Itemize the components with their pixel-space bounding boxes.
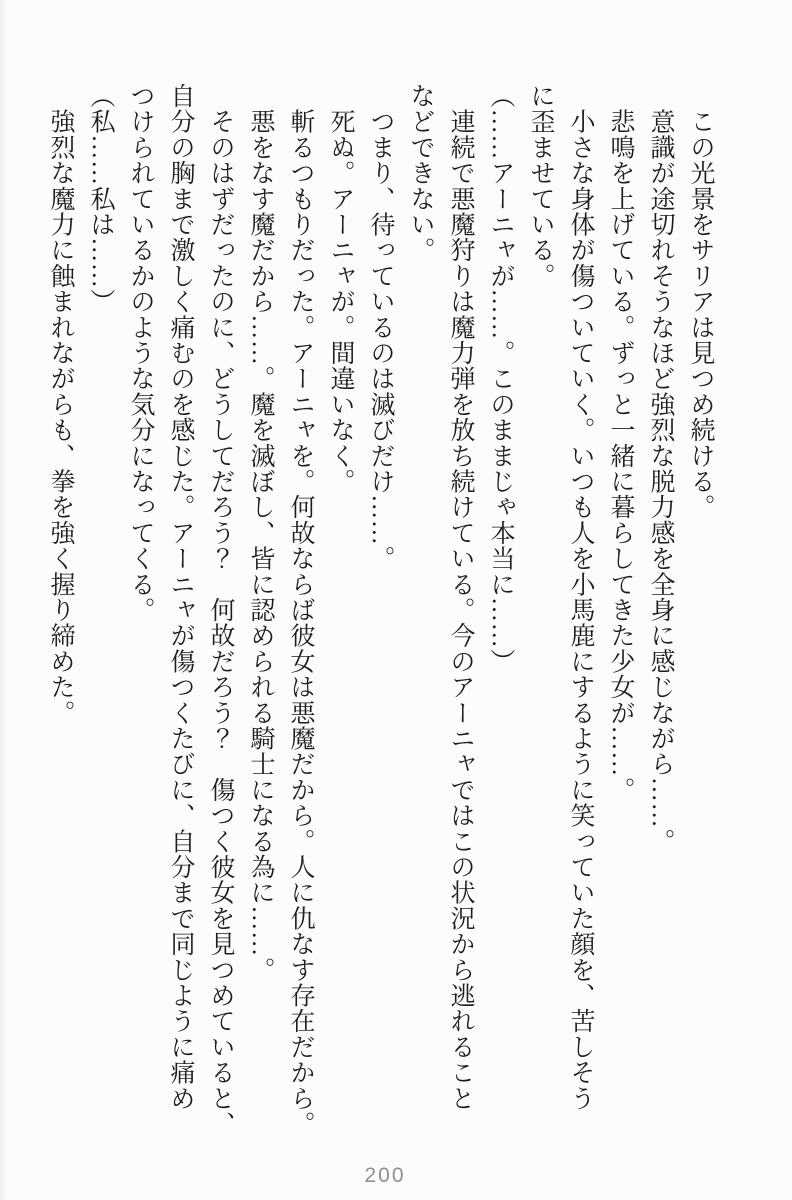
text-line: つまり、待っているのは滅びだけ……。 (367, 83, 394, 572)
text-line: 悪をなす魔だから……。魔を滅ぼし、皆に認められる騎士になる為に……。 (247, 83, 274, 983)
page-text (40, 83, 720, 1137)
text-line: そのはずだったのに、どうしてだろう？ 何故だろう？ 傷つく彼女を見つめていると、 (207, 83, 234, 1137)
text-line: 小さな身体が傷ついていく。いつも人を小馬鹿にするように笑っていた顔を、苦しそう (567, 83, 594, 1111)
text-line: 意識が途切れそうなほど強烈な脱力感を全身に感じながら……。 (647, 83, 674, 854)
text-line: 悲鳴を上げている。ずっと一緒に暮らしてきた少女が……。 (607, 83, 634, 803)
text-line: （……アーニャが……。このままじゃ本当に……） (487, 83, 514, 675)
text-line: に歪ませている。 (527, 83, 554, 289)
text-line: （私……私は……） (87, 83, 114, 315)
page-number: 200 (364, 1164, 406, 1187)
text-line: つけられているかのような気分になってくる。 (127, 83, 154, 623)
text-line: 自分の胸まで激しく痛むのを感じた。アーニャが傷つくたびに、自分まで同じように痛め (167, 83, 194, 1111)
text-line: などできない。 (407, 83, 434, 263)
page-edge-shading (0, 0, 8, 1200)
text-line: 強烈な魔力に蝕まれながらも、拳を強く握り締めた。 (47, 83, 74, 726)
text-line: この光景をサリアは見つめ続ける。 (687, 83, 714, 520)
text-line: 死ぬ。アーニャが。間違いなく。 (327, 83, 354, 495)
text-line: 連続で悪魔狩りは魔力弾を放ち続けている。今のアーニャではこの状況から逃れること (447, 83, 474, 1111)
text-line: 斬るつもりだった。アーニャを。何故ならば彼女は悪魔だから。人に仇なす存在だから。 (287, 83, 314, 1137)
